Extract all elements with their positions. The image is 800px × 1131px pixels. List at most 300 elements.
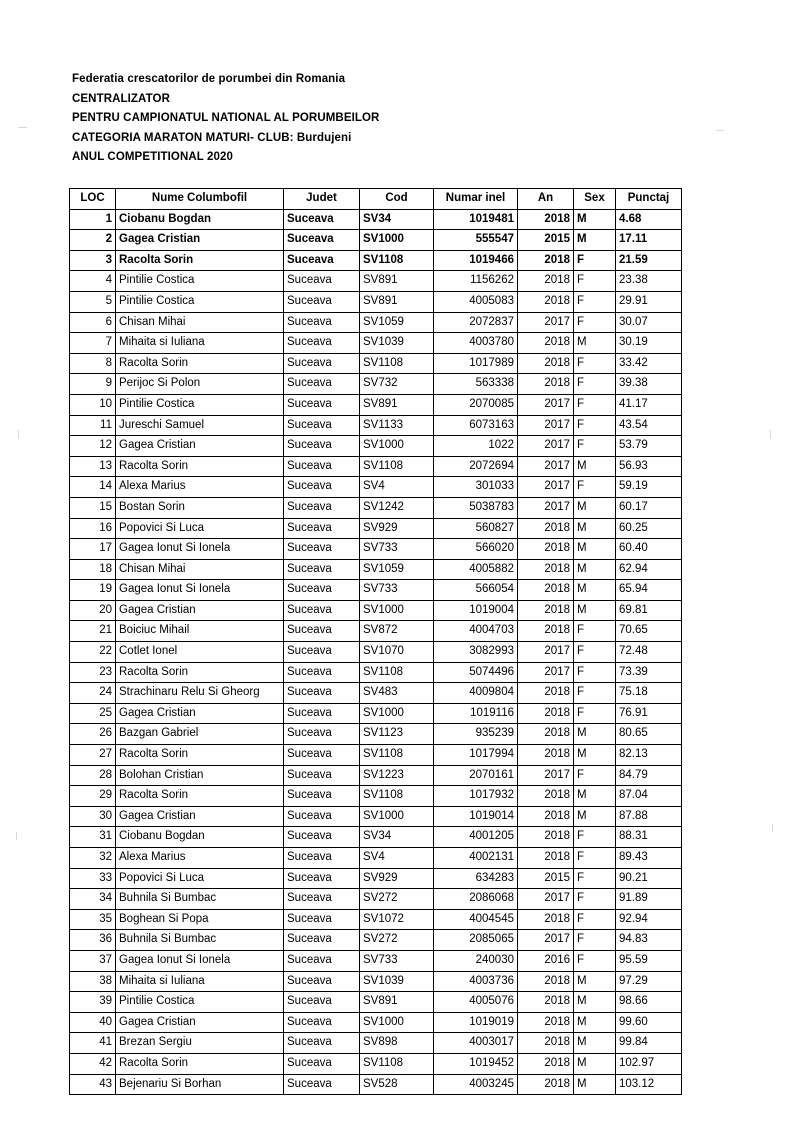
cell-sex: M — [574, 1053, 616, 1074]
cell-name: Buhnila Si Bumbac — [116, 930, 284, 951]
cell-punctaj: 95.59 — [616, 950, 682, 971]
cell-cod: SV483 — [360, 683, 434, 704]
cell-punctaj: 39.38 — [616, 374, 682, 395]
cell-judet: Suceava — [284, 539, 360, 560]
cell-punctaj: 53.79 — [616, 436, 682, 457]
table-row — [70, 806, 682, 827]
header-line-year: ANUL COMPETITIONAL 2020 — [72, 151, 233, 163]
cell-inel: 4002131 — [434, 848, 518, 869]
cell-name: Chisan Mihai — [116, 559, 284, 580]
cell-judet: Suceava — [284, 765, 360, 786]
cell-cod: SV898 — [360, 1033, 434, 1054]
cell-judet: Suceava — [284, 703, 360, 724]
cell-loc: 4 — [70, 271, 116, 292]
cell-sex: F — [574, 271, 616, 292]
cell-cod: SV1133 — [360, 415, 434, 436]
cell-inel: 1156262 — [434, 271, 518, 292]
table-row — [70, 436, 682, 457]
cell-sex: M — [574, 1074, 616, 1095]
cell-loc: 6 — [70, 312, 116, 333]
cell-cod: SV733 — [360, 580, 434, 601]
cell-punctaj: 69.81 — [616, 600, 682, 621]
cell-punctaj: 60.17 — [616, 497, 682, 518]
cell-punctaj: 103.12 — [616, 1074, 682, 1095]
cell-judet: Suceava — [284, 683, 360, 704]
cell-an: 2018 — [518, 559, 574, 580]
cell-punctaj: 62.94 — [616, 559, 682, 580]
cell-cod: SV1108 — [360, 353, 434, 374]
table-row — [70, 621, 682, 642]
cell-inel: 4009804 — [434, 683, 518, 704]
table-row — [70, 518, 682, 539]
cell-name: Pintilie Costica — [116, 291, 284, 312]
cell-sex: M — [574, 724, 616, 745]
cell-an: 2018 — [518, 353, 574, 374]
cell-an: 2017 — [518, 497, 574, 518]
table-row — [70, 312, 682, 333]
table-row — [70, 353, 682, 374]
table-row — [70, 497, 682, 518]
cell-loc: 5 — [70, 291, 116, 312]
table-row — [70, 683, 682, 704]
cell-an: 2017 — [518, 456, 574, 477]
document-header — [72, 70, 732, 168]
cell-cod: SV929 — [360, 518, 434, 539]
cell-punctaj: 90.21 — [616, 868, 682, 889]
cell-inel: 4001205 — [434, 827, 518, 848]
cell-sex: F — [574, 312, 616, 333]
cell-inel: 566020 — [434, 539, 518, 560]
cell-cod: SV34 — [360, 209, 434, 230]
cell-name: Bazgan Gabriel — [116, 724, 284, 745]
cell-name: Racolta Sorin — [116, 1053, 284, 1074]
cell-sex: M — [574, 230, 616, 251]
header-line-organization: Federatia crescatorilor de porumbei din Romania — [72, 73, 346, 85]
cell-an: 2015 — [518, 230, 574, 251]
cell-an: 2017 — [518, 662, 574, 683]
cell-sex: M — [574, 559, 616, 580]
cell-sex: M — [574, 209, 616, 230]
cell-inel: 1019466 — [434, 250, 518, 271]
cell-cod: SV272 — [360, 930, 434, 951]
cell-loc: 18 — [70, 559, 116, 580]
table-row — [70, 415, 682, 436]
cell-an: 2018 — [518, 291, 574, 312]
cell-an: 2018 — [518, 600, 574, 621]
cell-name: Gagea Cristian — [116, 1012, 284, 1033]
cell-inel: 566054 — [434, 580, 518, 601]
cell-loc: 14 — [70, 477, 116, 498]
cell-sex: F — [574, 868, 616, 889]
cell-an: 2018 — [518, 848, 574, 869]
table-row — [70, 724, 682, 745]
cell-name: Boiciuc Mihail — [116, 621, 284, 642]
cell-loc: 30 — [70, 806, 116, 827]
cell-cod: SV1123 — [360, 724, 434, 745]
table-row — [70, 394, 682, 415]
column-header-punctaj: Punctaj — [616, 189, 682, 210]
cell-inel: 6073163 — [434, 415, 518, 436]
table-row — [70, 271, 682, 292]
cell-loc: 40 — [70, 1012, 116, 1033]
cell-judet: Suceava — [284, 250, 360, 271]
cell-judet: Suceava — [284, 271, 360, 292]
cell-punctaj: 4.68 — [616, 209, 682, 230]
cell-punctaj: 17.11 — [616, 230, 682, 251]
cell-an: 2017 — [518, 415, 574, 436]
table-row — [70, 1053, 682, 1074]
cell-sex: M — [574, 539, 616, 560]
cell-sex: F — [574, 374, 616, 395]
table-row — [70, 539, 682, 560]
cell-name: Ciobanu Bogdan — [116, 209, 284, 230]
cell-an: 2018 — [518, 1074, 574, 1095]
cell-name: Gagea Ionut Si Ionela — [116, 580, 284, 601]
cell-sex: M — [574, 497, 616, 518]
table-row — [70, 374, 682, 395]
table-row — [70, 580, 682, 601]
cell-cod: SV1059 — [360, 312, 434, 333]
cell-cod: SV1000 — [360, 230, 434, 251]
cell-punctaj: 56.93 — [616, 456, 682, 477]
cell-loc: 13 — [70, 456, 116, 477]
cell-cod: SV929 — [360, 868, 434, 889]
table-row — [70, 971, 682, 992]
cell-punctaj: 29.91 — [616, 291, 682, 312]
cell-loc: 33 — [70, 868, 116, 889]
cell-punctaj: 99.84 — [616, 1033, 682, 1054]
cell-cod: SV1108 — [360, 786, 434, 807]
cell-judet: Suceava — [284, 600, 360, 621]
cell-cod: SV872 — [360, 621, 434, 642]
cell-inel: 1019014 — [434, 806, 518, 827]
cell-loc: 3 — [70, 250, 116, 271]
cell-inel: 1019019 — [434, 1012, 518, 1033]
cell-cod: SV272 — [360, 889, 434, 910]
cell-judet: Suceava — [284, 848, 360, 869]
cell-cod: SV1000 — [360, 600, 434, 621]
cell-cod: SV891 — [360, 291, 434, 312]
cell-inel: 2072694 — [434, 456, 518, 477]
cell-inel: 4005083 — [434, 291, 518, 312]
cell-name: Gagea Cristian — [116, 703, 284, 724]
column-header-loc: LOC — [70, 189, 116, 210]
cell-inel: 2070161 — [434, 765, 518, 786]
cell-cod: SV1072 — [360, 909, 434, 930]
cell-judet: Suceava — [284, 456, 360, 477]
table-header-row — [70, 189, 682, 210]
cell-judet: Suceava — [284, 642, 360, 663]
table-row — [70, 909, 682, 930]
cell-loc: 24 — [70, 683, 116, 704]
cell-cod: SV34 — [360, 827, 434, 848]
cell-sex: M — [574, 1012, 616, 1033]
cell-judet: Suceava — [284, 436, 360, 457]
cell-punctaj: 99.60 — [616, 1012, 682, 1033]
cell-loc: 15 — [70, 497, 116, 518]
cell-an: 2018 — [518, 827, 574, 848]
cell-an: 2016 — [518, 950, 574, 971]
cell-an: 2017 — [518, 477, 574, 498]
cell-cod: SV733 — [360, 539, 434, 560]
table-row — [70, 889, 682, 910]
table-row — [70, 456, 682, 477]
cell-judet: Suceava — [284, 580, 360, 601]
table-row — [70, 827, 682, 848]
cell-punctaj: 75.18 — [616, 683, 682, 704]
cell-name: Pintilie Costica — [116, 394, 284, 415]
cell-an: 2018 — [518, 333, 574, 354]
cell-cod: SV1000 — [360, 806, 434, 827]
cell-sex: F — [574, 662, 616, 683]
cell-inel: 1017994 — [434, 745, 518, 766]
cell-inel: 935239 — [434, 724, 518, 745]
cell-judet: Suceava — [284, 230, 360, 251]
cell-judet: Suceava — [284, 868, 360, 889]
cell-name: Racolta Sorin — [116, 786, 284, 807]
cell-judet: Suceava — [284, 353, 360, 374]
cell-sex: M — [574, 333, 616, 354]
cell-name: Pintilie Costica — [116, 271, 284, 292]
cell-punctaj: 43.54 — [616, 415, 682, 436]
table-row — [70, 1012, 682, 1033]
column-header-inel: Numar inel — [434, 189, 518, 210]
cell-judet: Suceava — [284, 662, 360, 683]
cell-cod: SV1108 — [360, 250, 434, 271]
cell-name: Strachinaru Relu Si Gheorg — [116, 683, 284, 704]
cell-name: Racolta Sorin — [116, 662, 284, 683]
cell-loc: 27 — [70, 745, 116, 766]
cell-inel: 5074496 — [434, 662, 518, 683]
cell-cod: SV733 — [360, 950, 434, 971]
cell-judet: Suceava — [284, 209, 360, 230]
cell-inel: 4003780 — [434, 333, 518, 354]
table-row — [70, 848, 682, 869]
cell-an: 2017 — [518, 436, 574, 457]
cell-punctaj: 60.40 — [616, 539, 682, 560]
table-row — [70, 477, 682, 498]
cell-name: Racolta Sorin — [116, 250, 284, 271]
cell-an: 2018 — [518, 250, 574, 271]
cell-name: Popovici Si Luca — [116, 518, 284, 539]
cell-punctaj: 84.79 — [616, 765, 682, 786]
cell-judet: Suceava — [284, 745, 360, 766]
cell-judet: Suceava — [284, 312, 360, 333]
cell-inel: 2072837 — [434, 312, 518, 333]
cell-sex: F — [574, 848, 616, 869]
cell-judet: Suceava — [284, 291, 360, 312]
cell-judet: Suceava — [284, 1053, 360, 1074]
cell-sex: F — [574, 703, 616, 724]
header-line-title: CENTRALIZATOR — [72, 92, 170, 105]
cell-judet: Suceava — [284, 806, 360, 827]
cell-punctaj: 94.83 — [616, 930, 682, 951]
table-row — [70, 930, 682, 951]
cell-inel: 1019481 — [434, 209, 518, 230]
table-row — [70, 600, 682, 621]
cell-sex: F — [574, 621, 616, 642]
cell-punctaj: 59.19 — [616, 477, 682, 498]
cell-sex: M — [574, 580, 616, 601]
cell-loc: 2 — [70, 230, 116, 251]
cell-punctaj: 89.43 — [616, 848, 682, 869]
cell-sex: M — [574, 992, 616, 1013]
cell-cod: SV1108 — [360, 662, 434, 683]
column-header-an: An — [518, 189, 574, 210]
cell-cod: SV528 — [360, 1074, 434, 1095]
cell-loc: 38 — [70, 971, 116, 992]
cell-loc: 25 — [70, 703, 116, 724]
table-row — [70, 786, 682, 807]
cell-loc: 9 — [70, 374, 116, 395]
cell-judet: Suceava — [284, 724, 360, 745]
cell-loc: 42 — [70, 1053, 116, 1074]
cell-inel: 2086068 — [434, 889, 518, 910]
cell-sex: F — [574, 827, 616, 848]
cell-loc: 19 — [70, 580, 116, 601]
column-header-judet: Judet — [284, 189, 360, 210]
cell-name: Gagea Ionut Si Ionela — [116, 539, 284, 560]
table-row — [70, 209, 682, 230]
cell-name: Gagea Cristian — [116, 436, 284, 457]
cell-an: 2018 — [518, 806, 574, 827]
cell-punctaj: 87.04 — [616, 786, 682, 807]
cell-inel: 1017989 — [434, 353, 518, 374]
table-row — [70, 230, 682, 251]
cell-cod: SV4 — [360, 848, 434, 869]
cell-name: Gagea Cristian — [116, 230, 284, 251]
cell-inel: 563338 — [434, 374, 518, 395]
cell-sex: F — [574, 291, 616, 312]
cell-sex: F — [574, 909, 616, 930]
scan-artifact — [772, 824, 773, 832]
cell-inel: 4004545 — [434, 909, 518, 930]
cell-cod: SV1059 — [360, 559, 434, 580]
cell-cod: SV1108 — [360, 1053, 434, 1074]
cell-cod: SV1000 — [360, 436, 434, 457]
cell-inel: 3082993 — [434, 642, 518, 663]
cell-name: Perijoc Si Polon — [116, 374, 284, 395]
cell-an: 2018 — [518, 271, 574, 292]
cell-an: 2017 — [518, 889, 574, 910]
cell-name: Jureschi Samuel — [116, 415, 284, 436]
cell-inel: 301033 — [434, 477, 518, 498]
scan-artifact — [16, 832, 17, 840]
cell-sex: F — [574, 642, 616, 663]
cell-punctaj: 97.29 — [616, 971, 682, 992]
cell-sex: M — [574, 806, 616, 827]
cell-cod: SV1223 — [360, 765, 434, 786]
cell-sex: F — [574, 930, 616, 951]
cell-judet: Suceava — [284, 889, 360, 910]
cell-inel: 4003245 — [434, 1074, 518, 1095]
header-line-subtitle: PENTRU CAMPIONATUL NATIONAL AL PORUMBEILOR — [72, 112, 380, 124]
cell-inel: 240030 — [434, 950, 518, 971]
cell-punctaj: 30.07 — [616, 312, 682, 333]
cell-punctaj: 70.65 — [616, 621, 682, 642]
cell-an: 2018 — [518, 703, 574, 724]
cell-an: 2017 — [518, 312, 574, 333]
table-row — [70, 950, 682, 971]
cell-punctaj: 41.17 — [616, 394, 682, 415]
table-row — [70, 1033, 682, 1054]
table-row — [70, 291, 682, 312]
cell-name: Ciobanu Bogdan — [116, 827, 284, 848]
cell-sex: M — [574, 745, 616, 766]
cell-sex: F — [574, 353, 616, 374]
cell-an: 2018 — [518, 971, 574, 992]
cell-cod: SV732 — [360, 374, 434, 395]
cell-an: 2018 — [518, 209, 574, 230]
cell-name: Mihaita si Iuliana — [116, 971, 284, 992]
cell-judet: Suceava — [284, 333, 360, 354]
cell-loc: 34 — [70, 889, 116, 910]
cell-name: Mihaita si Iuliana — [116, 333, 284, 354]
cell-an: 2018 — [518, 724, 574, 745]
cell-inel: 4004703 — [434, 621, 518, 642]
table-row — [70, 703, 682, 724]
cell-inel: 1019116 — [434, 703, 518, 724]
cell-cod: SV1242 — [360, 497, 434, 518]
cell-inel: 1022 — [434, 436, 518, 457]
cell-loc: 8 — [70, 353, 116, 374]
cell-punctaj: 98.66 — [616, 992, 682, 1013]
cell-judet: Suceava — [284, 827, 360, 848]
cell-cod: SV1000 — [360, 1012, 434, 1033]
cell-loc: 20 — [70, 600, 116, 621]
cell-loc: 10 — [70, 394, 116, 415]
cell-judet: Suceava — [284, 786, 360, 807]
cell-judet: Suceava — [284, 559, 360, 580]
cell-inel: 1019452 — [434, 1053, 518, 1074]
cell-punctaj: 30.19 — [616, 333, 682, 354]
cell-sex: F — [574, 436, 616, 457]
table-row — [70, 745, 682, 766]
table-row — [70, 765, 682, 786]
cell-an: 2018 — [518, 745, 574, 766]
cell-inel: 4003017 — [434, 1033, 518, 1054]
cell-loc: 23 — [70, 662, 116, 683]
cell-punctaj: 88.31 — [616, 827, 682, 848]
cell-inel: 560827 — [434, 518, 518, 539]
cell-loc: 26 — [70, 724, 116, 745]
cell-cod: SV1108 — [360, 745, 434, 766]
cell-inel: 634283 — [434, 868, 518, 889]
cell-inel: 4003736 — [434, 971, 518, 992]
cell-punctaj: 65.94 — [616, 580, 682, 601]
scan-artifact — [18, 430, 19, 439]
cell-punctaj: 102.97 — [616, 1053, 682, 1074]
cell-an: 2018 — [518, 621, 574, 642]
cell-cod: SV891 — [360, 992, 434, 1013]
cell-an: 2018 — [518, 992, 574, 1013]
cell-inel: 4005076 — [434, 992, 518, 1013]
cell-name: Boghean Si Popa — [116, 909, 284, 930]
cell-an: 2018 — [518, 1033, 574, 1054]
cell-an: 2018 — [518, 518, 574, 539]
cell-judet: Suceava — [284, 909, 360, 930]
cell-punctaj: 60.25 — [616, 518, 682, 539]
cell-loc: 28 — [70, 765, 116, 786]
cell-punctaj: 87.88 — [616, 806, 682, 827]
cell-name: Alexa Marius — [116, 477, 284, 498]
table-row — [70, 1074, 682, 1095]
cell-name: Racolta Sorin — [116, 456, 284, 477]
cell-inel: 2085065 — [434, 930, 518, 951]
cell-punctaj: 91.89 — [616, 889, 682, 910]
cell-loc: 37 — [70, 950, 116, 971]
cell-an: 2018 — [518, 1012, 574, 1033]
